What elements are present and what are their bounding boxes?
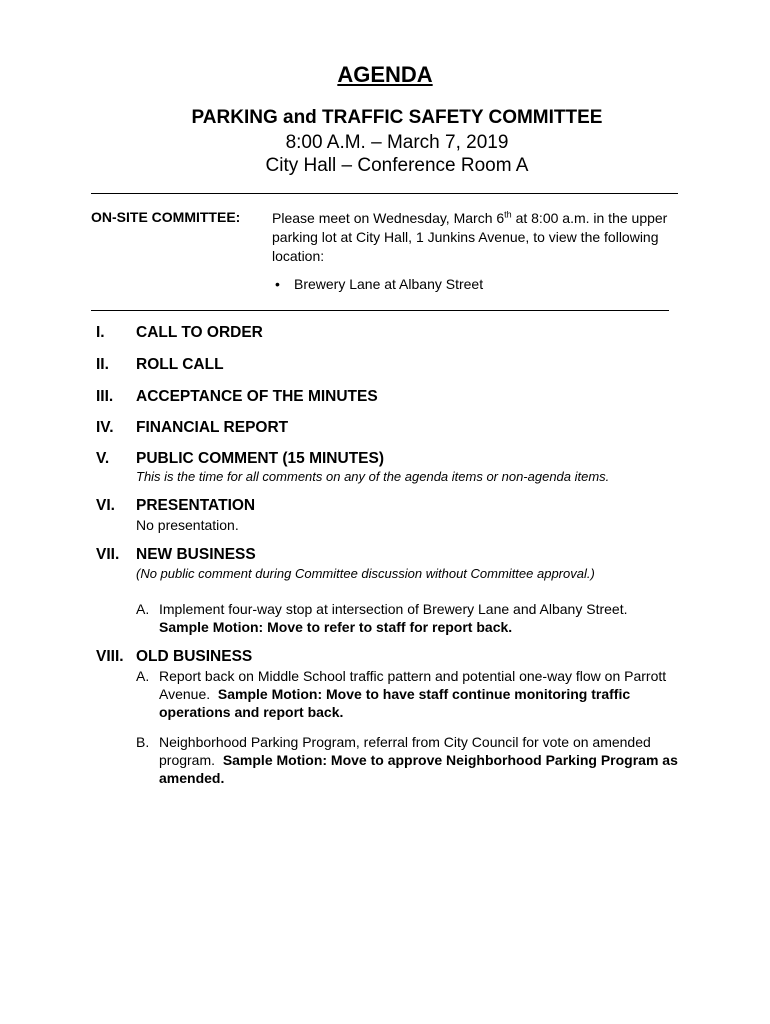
old-business-item	[136, 733, 701, 787]
item-number: VI.	[96, 497, 115, 514]
item-text: No presentation.	[136, 517, 239, 533]
item-number: I.	[96, 324, 105, 341]
sub-item-text: Report back on Middle School traffic pattern and potential one-way flow on Parrott Avenue.	[159, 668, 667, 702]
bullet-icon: •	[275, 276, 280, 292]
item-title: ROLL CALL	[136, 356, 224, 373]
item-title: PRESENTATION	[136, 497, 256, 514]
item-title: OLD BUSINESS	[136, 648, 253, 665]
item-number: IV.	[96, 419, 114, 436]
onsite-text-start: Please meet on Wednesday, March 6	[272, 210, 505, 226]
item-number: VIII.	[96, 648, 124, 665]
sub-item-letter: B.	[136, 734, 150, 750]
sub-item-letter: A.	[136, 601, 150, 617]
item-number: V.	[96, 450, 110, 467]
onsite-text-end: at 8:00 a.m. in the upper parking lot at City Hall, 1 Junkins Avenue, to view the following location:	[272, 210, 668, 264]
item-title: FINANCIAL REPORT	[136, 419, 289, 436]
item-number: VII.	[96, 546, 120, 563]
sub-item-text: Neighborhood Parking Program, referral from City Council for vote on amended program.	[159, 734, 651, 768]
item-title: NEW BUSINESS	[136, 546, 256, 563]
item-number: III.	[96, 388, 114, 405]
sub-item-letter: A.	[136, 668, 150, 684]
onsite-text-sup: th	[504, 209, 512, 220]
onsite-label: ON-SITE COMMITTEE:	[91, 209, 241, 225]
sample-motion: Sample Motion: Move to approve Neighborhood Parking Program as amended.	[159, 752, 678, 786]
agenda-title: AGENDA	[337, 62, 433, 87]
new-business-item	[136, 600, 701, 636]
item-number: II.	[96, 356, 109, 373]
onsite-text	[272, 209, 702, 266]
meeting-time: 8:00 A.M. – March 7, 2019	[285, 132, 509, 153]
divider-bottom	[91, 310, 669, 311]
item-note: This is the time for all comments on any of the agenda items or non-agenda items.	[136, 469, 610, 484]
divider-top	[91, 193, 678, 194]
item-note: (No public comment during Committee discussion without Committee approval.)	[136, 566, 595, 581]
onsite-bullet-text: Brewery Lane at Albany Street	[294, 276, 484, 292]
item-title: PUBLIC COMMENT (15 MINUTES)	[136, 450, 384, 467]
sample-motion: Sample Motion: Move to have staff continue monitoring traffic operations and report back.	[159, 686, 631, 720]
meeting-place: City Hall – Conference Room A	[265, 155, 529, 176]
onsite-bullet-item	[275, 276, 483, 292]
item-title: CALL TO ORDER	[136, 324, 263, 341]
item-title: ACCEPTANCE OF THE MINUTES	[136, 388, 378, 405]
old-business-item	[136, 667, 701, 721]
sub-item-text: Implement four-way stop at intersection of Brewery Lane and Albany Street.	[159, 601, 628, 617]
committee-name: PARKING and TRAFFIC SAFETY COMMITTEE	[191, 107, 603, 128]
sample-motion: Sample Motion: Move to refer to staff for report back.	[159, 619, 513, 635]
